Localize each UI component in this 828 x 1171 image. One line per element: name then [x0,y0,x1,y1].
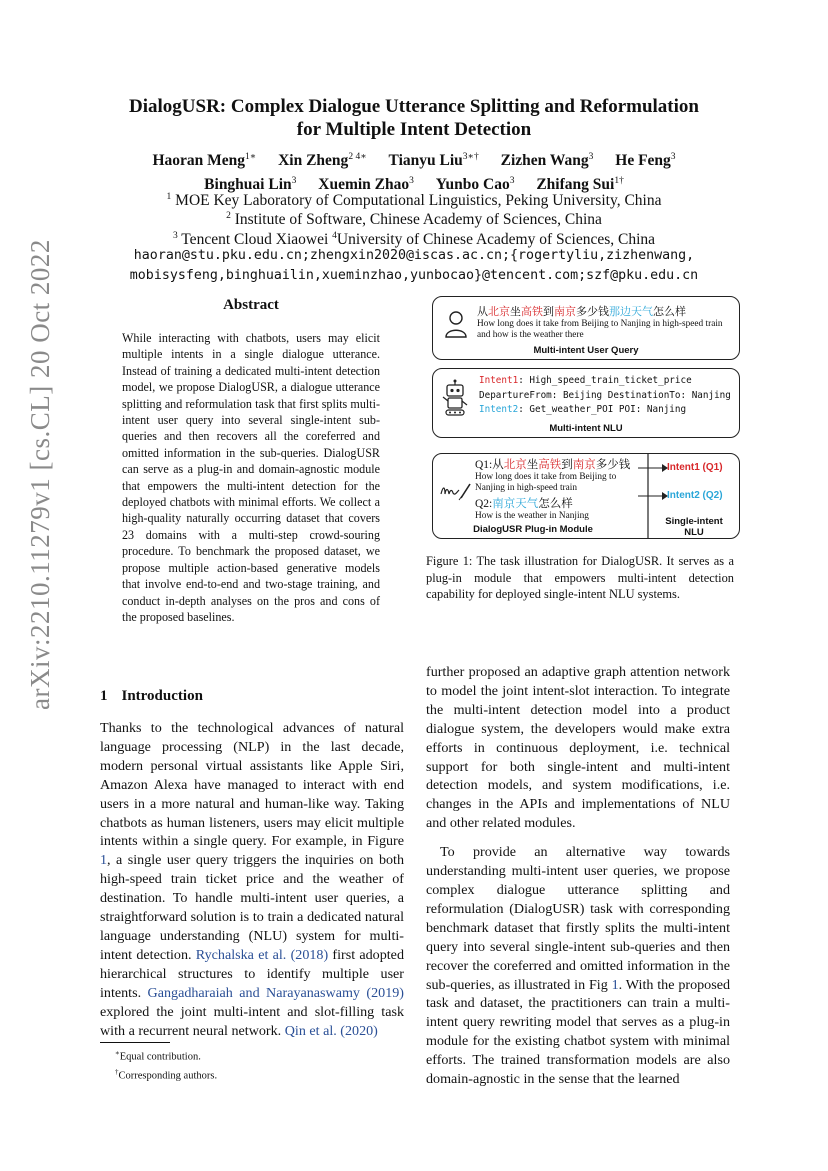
title-line-1: DialogUSR: Complex Dialogue Utterance Splitting and Reformulation [129,96,699,117]
arxiv-identifier: arXiv:2210.11279v1 [cs.CL] 20 Oct 2022 [25,239,55,710]
author: Zhifang Sui$^{1\dagger}$ [536,176,624,194]
panel-caption: Multi-intent User Query [533,345,639,356]
affiliation-3: $^3$ Tencent Cloud Xiaowei $^4$University of Chinese Academy of Sciences, China [172,231,656,249]
author: Yunbo Cao$^3$ [435,176,515,194]
affiliation-2: $^2$ Institute of Software, Chinese Academy of Sciences, China [226,211,602,229]
paper-title [80,95,748,141]
figure-ref-link[interactable]: 1 [100,852,108,869]
intro-right-column [426,663,730,1089]
query-english: How long does it take from Beijing to Nanjing in high-speed train and how is the weather there [477,319,723,340]
author: He Feng$^3$ [615,152,676,170]
footnote-equal: ∗Equal contribution. [115,1049,201,1063]
query-chinese: 从北京坐高铁到南京多少钱那边天气怎么样 [477,305,686,318]
author: Zizhen Wang$^3$ [500,152,594,170]
abstract-text: While interacting with chatbots, users may elicit multiple intents in a single dialogue utterance. Instead of training a dedicated multi-intent detection model, we propose DialogUSR, a dialogue utterance splitting and reformulation task that first splits multi-intent user query into several single-intent sub-queries and then recovers all the coreferred and omitted information in the sub-queries. DialogUSR can serve as a plug-in and domain-agnostic module that empowers the multi-intent detection for the deployed chatbots with minimal efforts. We collect a high-quality naturally occurring dataset that covers 23 domains with a multi-step crowd-souring procedure. To benchmark the proposed dataset, we propose multiple action-based generative models that involve end-to-end and two-stage training, and conduct in-depth analyses on the pros and cons of the proposed baselines. [122,331,380,624]
sub-query-1-english: How long does it take from Beijing to Nanjing in high-speed train [475,472,617,493]
panel-user-query [432,296,740,360]
sub-query-2: Q2:南京天气怎么样 [475,496,573,510]
citation-link[interactable]: Qin et al. (2020) [284,1022,378,1039]
user-icon [445,310,467,338]
author: Binghuai Lin$^3$ [204,176,297,194]
intent2-label: Intent2 (Q2) [667,490,723,501]
author: Tianyu Liu$^{3∗\dagger}$ [388,152,479,170]
section-heading-introduction: 1 Introduction [100,688,203,704]
footnote-corresponding: †Corresponding authors. [115,1068,218,1082]
author: Xin Zheng$^{2 4∗}$ [278,152,367,170]
sub-query-1: Q1:从北京坐高铁到南京多少钱 [475,457,631,471]
sub-query-2-english: How is the weather in Nanjing [475,511,589,521]
citation-link[interactable]: Rychalska et al. (2018) [195,946,329,963]
intro-paragraph-3: To provide an alternative way towards understanding multi-intent user queries, we propose complex dialogue utterance splitting and reformulation (DialogUSR) task with corresponding benchmark dataset that firstly splits the multi-intent query into several single-intent sub-queries and then recover the coreferred and omitted information in the sub-queries, as illustrated in Fig 1. With the proposed task and dataset, the practitioners can train a multi-intent query rewriting model that serves as a plug-in module for the existing chatbot system with minimal efforts. The trained transformation models are also domain-agnostic in the sense that the learned [426,844,730,1088]
author: Haoran Meng$^{1∗}$ [152,152,257,170]
nlu-output: Intent1: High_speed_train_ticket_price DepartureFrom: Beijing DestinationTo: Nanjing Intent2: Get_weather_POI POI: Nanjing [479,375,731,415]
figure-1-caption: Figure 1: The task illustration for DialogUSR. It serves as a plug-in module that empowers multi-intent detection capability for deployed single-intent NLU systems. [426,554,734,601]
author: Xuemin Zhao$^3$ [318,176,414,194]
intro-paragraph-1: Thanks to the technological advances of natural language processing (NLP) in the last decade, modern personal virtual assistants like Apple Siri, Amazon Alexa have managed to interact with end users in a more natural and human-like way. Taking chatbots as human listeners, users may elicit multiple intents within a single query. For example, in Figure 1, a single user query triggers the inquiries on both high-speed train ticket price and the weather of destination. To handle multi-intent user queries, a straightforward solution is to train a dedicated natural language understanding (NLU) system for multi-intent detection. Rychalska et al. (2018) first adopted hierarchical structures to identify multiple user intents. Gangadharaiah and Narayanaswamy (2019) explored the joint multi-intent and slot-filling task with a recurrent neural network. Qin et al. (2020) [100,720,404,1039]
panel-dialogusr-plugin [432,453,740,539]
signature-icon [439,480,473,502]
citation-link[interactable]: Gangadharaiah and Narayanaswamy (2019) [147,984,404,1001]
query-text [477,303,737,341]
figure-1 [432,296,740,542]
title-line-2: for Multiple Intent Detection [296,119,532,140]
author-emails: haoran@stu.pku.edu.cn;zhengxin2020@iscas.ac.cn;{rogertyliu,zizhenwang, mobisysfeng,binghuailin,xueminzhao,yunbocao}@tencent.com;szf@pku.edu.cn [129,248,699,283]
author-row-1 [80,147,748,171]
figure-ref-link[interactable]: 1 [611,976,619,993]
robot-icon [441,379,469,417]
footnotes [115,1046,217,1084]
footnote-rule [100,1042,170,1043]
abstract-heading: Abstract [223,297,279,313]
panel-multi-intent-nlu [432,368,740,438]
intro-left-column [100,719,404,1040]
affiliation-1: $^1$ MOE Key Laboratory of Computational Linguistics, Peking University, China [166,192,662,210]
intro-paragraph-2: further proposed an adaptive graph attention network to model the joint intent-slot interaction. To integrate the multi-intent detection model into a product dialogue system, the developers would make extra efforts in continuous deployment, i.e. technical support for both single-intent and multi-intent detection models, and system modifications, i.e. changes in the APIs and implementations of NLU and other related modules. [426,664,730,832]
sub-queries [475,456,647,522]
panel-caption: Multi-intent NLU [549,423,623,434]
intent1-label: Intent1 (Q1) [667,462,723,473]
panel-caption: DialogUSR Plug-in Module [473,524,593,535]
single-intent-nlu-label: Single-intent NLU [665,516,723,538]
